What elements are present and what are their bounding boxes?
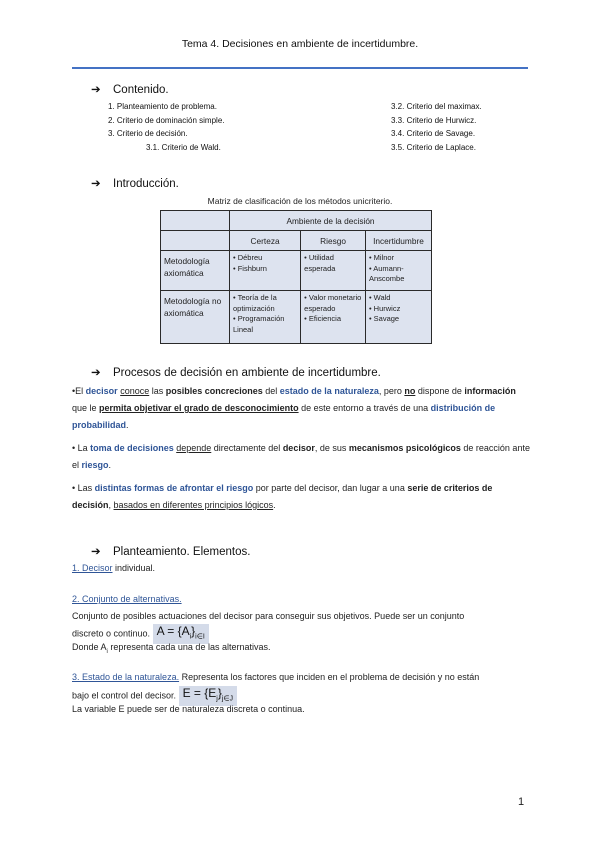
matrix-cell-item: • Eficiencia — [304, 314, 341, 323]
matrix-cell-item: • Milnor — [368, 253, 395, 262]
states-set-formula: $E = \{E_j\}_{j\in J}$ — [179, 686, 237, 706]
matrix-row-label: Metodología axiomática — [161, 251, 230, 291]
matrix-caption: Matriz de clasificación de los métodos unicriterio. — [207, 196, 393, 206]
page-number: 1 — [518, 796, 525, 808]
toc-left — [108, 100, 225, 154]
matrix-cell-item: • Hurwicz — [368, 303, 401, 313]
matrix-cell-item: • Savage — [368, 314, 400, 323]
classification-matrix — [160, 210, 432, 344]
procesos-heading: ➔ Procesos de decisión en ambiente de incertidumbre. — [91, 367, 381, 379]
contenido-heading: ➔ Contenido. — [91, 84, 169, 96]
alternativas-line-1: Conjunto de posibles actuaciones del decisor para conseguir sus objetivos. Puede ser un conjunto — [72, 611, 465, 621]
toc-item: 3.1. Criterio de Wald. — [146, 142, 221, 152]
header-rule — [72, 67, 528, 69]
toc-item: 3.3. Criterio de Hurwicz. — [391, 115, 477, 125]
matrix-cell — [230, 291, 301, 344]
arrow-right-icon: ➔ — [91, 84, 101, 96]
toc-right — [391, 100, 482, 154]
planteamiento-heading: ➔ Planteamiento. Elementos. — [91, 546, 251, 558]
decisor-link: 1. Decisor — [72, 563, 113, 573]
matrix-row-label: Metodología no axiomática — [161, 291, 230, 344]
matrix-cell-item: • Valor monetario esperado — [304, 293, 362, 313]
introduccion-heading: ➔ Introducción. — [91, 178, 179, 190]
alternativas-line-2: discreto o continuo. $A = \{A_i\}_{i\in I}$ — [72, 624, 532, 644]
matrix-cell — [301, 291, 366, 344]
estado-naturaleza-line-1: 3. Estado de la naturaleza. Representa los factores que inciden en el problema de decisión y no están — [72, 672, 480, 682]
matrix-group-header: Ambiente de la decisión — [230, 211, 432, 231]
arrow-right-icon: ➔ — [91, 367, 101, 379]
elemento-decisor: 1. Decisor individual. — [72, 563, 156, 573]
matrix-cell-item: • Aumann-Anscombe — [368, 263, 405, 283]
estado-naturaleza-line-3: La variable E puede ser de naturaleza discreta o continua. — [72, 704, 305, 714]
toc-item: 2. Criterio de dominación simple. — [108, 115, 225, 125]
toc-item: 1. Planteamiento de problema. — [108, 102, 217, 111]
estado-naturaleza-line-2: bajo el control del decisor. $E = \{E_j\}_{j\in J}$ — [72, 686, 532, 706]
toc-item: 3.2. Criterio del maximax. — [391, 102, 482, 111]
matrix-cell — [365, 251, 431, 291]
matrix-cell-item: • Fishburn — [233, 263, 267, 273]
matrix-corner — [161, 231, 230, 251]
toc-item: 3.4. Criterio de Savage. — [391, 129, 476, 138]
toc-item: 3.5. Criterio de Laplace. — [391, 142, 476, 152]
matrix-cell — [365, 291, 431, 344]
procesos-paragraph-2: • La toma de decisiones depende directamente del decisor, de sus mecanismos psicológicos de reacción ante el riesgo. — [72, 443, 530, 470]
toc-item: 3. Criterio de decisión. — [108, 129, 188, 138]
matrix-corner — [161, 211, 230, 231]
alternativas-title: 2. Conjunto de alternativas. — [72, 594, 182, 604]
matrix-cell-item: • Débreu — [233, 253, 263, 262]
procesos-paragraph-3: • Las distintas formas de afrontar el riesgo por parte del decisor, dan lugar a una serie de criterios de decisión, basados en diferentes principios lógicos. — [72, 483, 493, 510]
alternativas-line-3: Donde $A_i$ representa cada una de las alternativas. — [72, 642, 271, 655]
matrix-cell-item: • Teoría de la optimización — [233, 293, 277, 313]
matrix-column-header: Riesgo — [301, 231, 366, 251]
matrix-column-header: Certeza — [230, 231, 301, 251]
matrix-cell-item: • Wald — [368, 293, 391, 302]
matrix-cell — [301, 251, 366, 291]
arrow-right-icon: ➔ — [91, 546, 101, 558]
matrix-cell — [230, 251, 301, 291]
alternatives-set-formula: $A = \{A_i\}_{i\in I}$ — [153, 624, 209, 644]
document-header-title: Tema 4. Decisiones en ambiente de incertidumbre. — [181, 38, 419, 50]
matrix-cell-item: • Utilidad esperada — [304, 253, 336, 273]
matrix-column-header: Incertidumbre — [365, 231, 431, 251]
arrow-right-icon: ➔ — [91, 178, 101, 190]
procesos-paragraph-1: •El decisor conoce las posibles concreciones del estado de la naturaleza, pero no dispone de información que le permita objetivar el grado de desconocimiento de este entorno a través de una distribución de probabilidad. — [72, 386, 516, 430]
matrix-cell-item: • Programación Lineal — [233, 314, 285, 334]
